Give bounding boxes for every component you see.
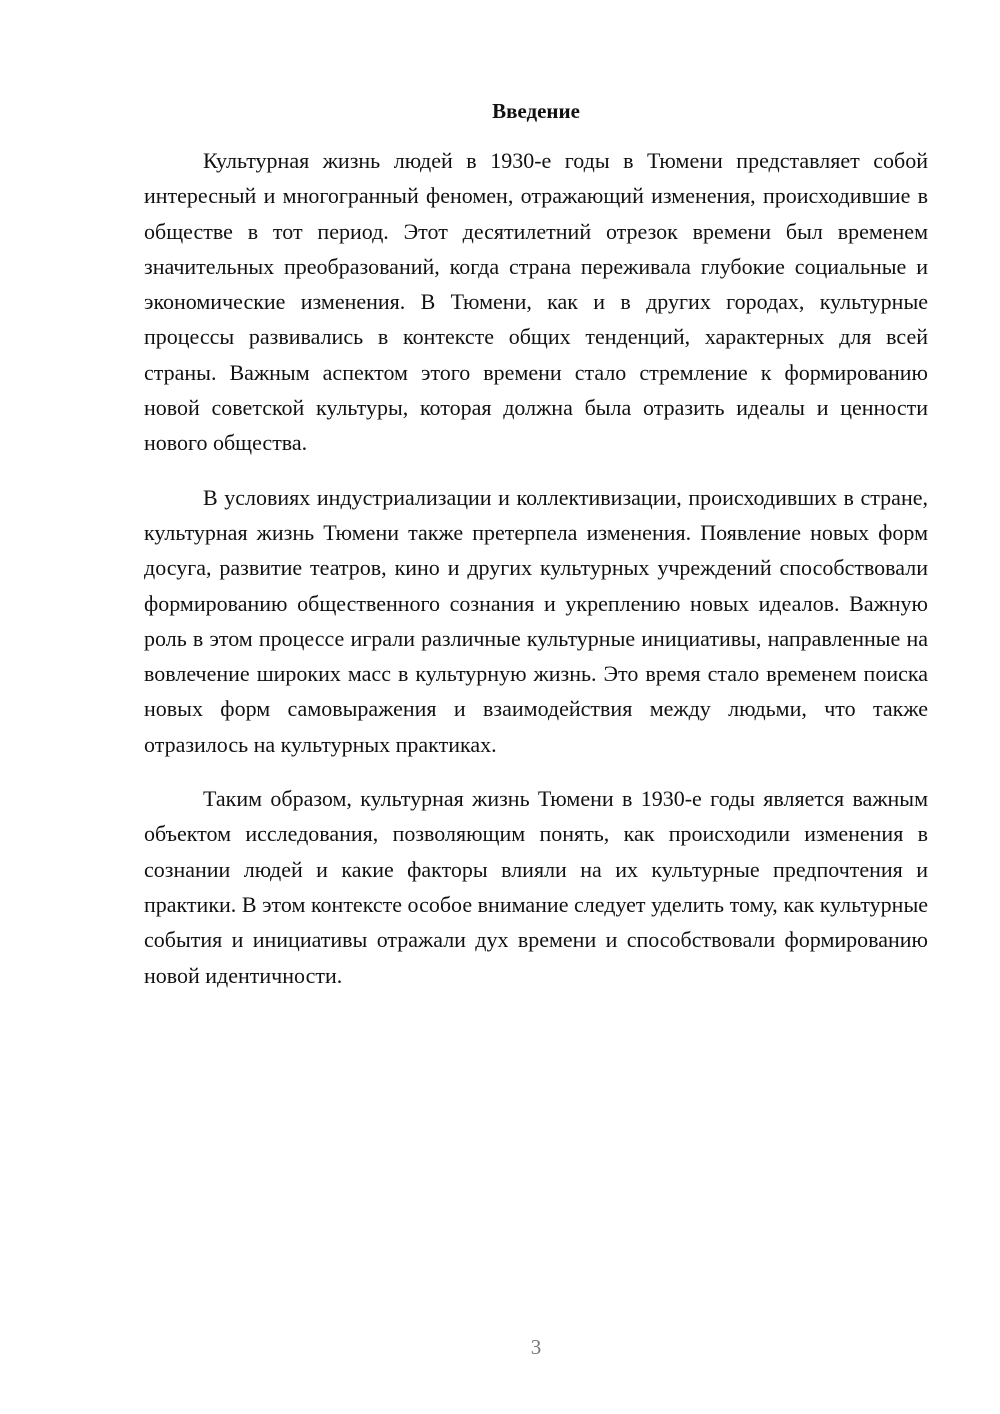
page-title: Введение <box>492 99 580 123</box>
body-text <box>144 143 928 1012</box>
paragraph-3: Таким образом, культурная жизнь Тюмени в 1930-е годы является важным объектом исследования, позволяющим понять, как происходили изменения в сознании людей и какие факторы влияли на их культурные предпочтения и практики. В этом контексте особое внимание следует уделить тому, как культурные события и инициативы отражали дух времени и способствовали формированию новой идентичности. <box>144 786 928 988</box>
page-number: 3 <box>530 1335 542 1359</box>
paragraph-2: В условиях индустриализации и коллективизации, происходивших в стране, культурная жизнь Тюмени также претерпела изменения. Появление новых форм досуга, развитие театров, кино и других культурных учреждений способствовали формированию общественного сознания и укреплению новых идеалов. Важную роль в этом процессе играли различные культурные инициативы, направленные на вовлечение широких масс в культурную жизнь. Это время стало временем поиска новых форм самовыражения и взаимодействия между людьми, что также отразилось на культурных практиках. <box>144 484 928 757</box>
paragraph-1: Культурная жизнь людей в 1930-е годы в Тюмени представляет собой интересный и многогранный феномен, отражающий изменения, происходившие в обществе в тот период. Этот десятилетний отрезок времени был временем значительных преобразований, когда страна переживала глубокие социальные и экономические изменения. В Тюмени, как и в других городах, культурные процессы развивались в контексте общих тенденций, характерных для всей страны. Важным аспектом этого времени стало стремление к формированию новой советской культуры, которая должна была отразить идеалы и ценности нового общества. <box>144 148 928 456</box>
